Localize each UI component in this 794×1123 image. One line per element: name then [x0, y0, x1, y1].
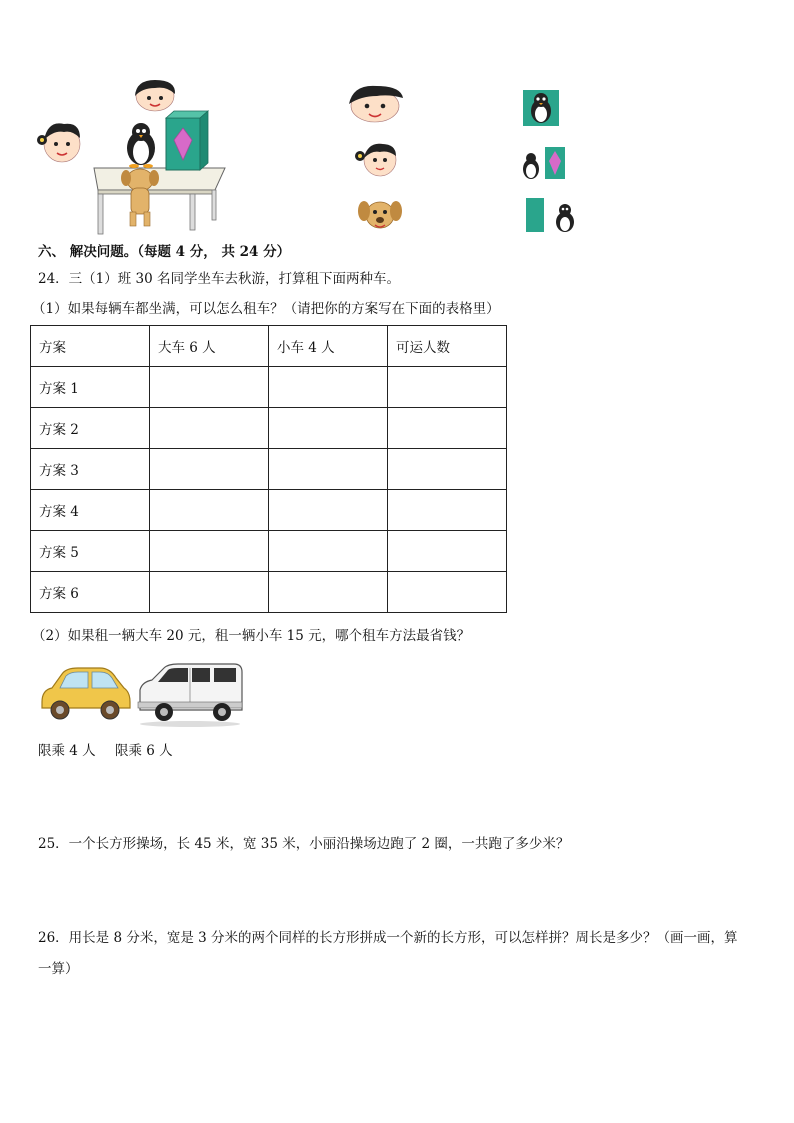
view-option-box-penguin-right — [525, 196, 581, 234]
table-cell: 方案 2 — [31, 408, 150, 449]
small-car-label: 限乘 4 人 — [38, 743, 96, 759]
question-24-part1: （1）如果每辆车都坐满，可以怎么租车？（请把你的方案写在下面的表格里） — [32, 301, 500, 317]
answer-cell[interactable] — [269, 449, 388, 490]
view-option-penguin-box-left — [519, 145, 567, 181]
table-cell: 方案 4 — [31, 490, 150, 531]
question-26-line2: 一算） — [38, 961, 79, 977]
answer-cell[interactable] — [388, 449, 507, 490]
answer-cell[interactable] — [150, 367, 269, 408]
answer-cell[interactable] — [150, 408, 269, 449]
question-24-stem: 24．三（1）班 30 名同学坐车去秋游，打算租下面两种车。 — [38, 271, 401, 287]
answer-cell[interactable] — [388, 408, 507, 449]
table-header-cell: 大车 6 人 — [150, 326, 269, 367]
answer-cell[interactable] — [388, 490, 507, 531]
table-row — [31, 531, 507, 572]
answer-cell[interactable] — [150, 449, 269, 490]
answer-cell[interactable] — [269, 490, 388, 531]
table-cell: 方案 6 — [31, 572, 150, 613]
table-cell: 方案 5 — [31, 531, 150, 572]
answer-cell[interactable] — [269, 572, 388, 613]
view-option-penguin-front — [522, 89, 560, 127]
small-car-image — [38, 664, 132, 722]
plan-table — [30, 325, 507, 613]
answer-cell[interactable] — [269, 367, 388, 408]
van-label: 限乘 6 人 — [115, 743, 173, 759]
table-header-row — [31, 326, 507, 367]
answer-cell[interactable] — [150, 531, 269, 572]
table-cell: 方案 1 — [31, 367, 150, 408]
question-25-stem: 25．一个长方形操场，长 45 米，宽 35 米，小丽沿操场边跑了 2 圈，一共跑了多少米？ — [38, 836, 570, 852]
answer-cell[interactable] — [150, 572, 269, 613]
answer-cell[interactable] — [150, 490, 269, 531]
table-row — [31, 408, 507, 449]
table-header-cell: 可运人数 — [388, 326, 507, 367]
answer-cell[interactable] — [388, 531, 507, 572]
section-heading: 六、 解决问题。（每题 4 分， 共 24 分） — [38, 244, 291, 260]
boy-face-icon — [345, 84, 407, 124]
table-header-cell: 方案 — [31, 326, 150, 367]
table-header-cell: 小车 4 人 — [269, 326, 388, 367]
table-row — [31, 490, 507, 531]
table-row — [31, 367, 507, 408]
dog-face-icon — [355, 195, 405, 235]
question-24-part2: （2）如果租一辆大车 20 元，租一辆小车 15 元，哪个租车方法最省钱？ — [32, 628, 471, 644]
table-cell: 方案 3 — [31, 449, 150, 490]
observation-illustration — [30, 78, 230, 238]
table-row — [31, 572, 507, 613]
van-image — [134, 660, 246, 728]
answer-cell[interactable] — [269, 408, 388, 449]
girl-face-icon — [350, 138, 404, 178]
answer-cell[interactable] — [388, 367, 507, 408]
table-row — [31, 449, 507, 490]
answer-cell[interactable] — [388, 572, 507, 613]
question-26-line1: 26．用长是 8 分米，宽是 3 分米的两个同样的长方形拼成一个新的长方形，可以怎样拼？周长是多少？（画一画，算 — [38, 930, 738, 946]
answer-cell[interactable] — [269, 531, 388, 572]
